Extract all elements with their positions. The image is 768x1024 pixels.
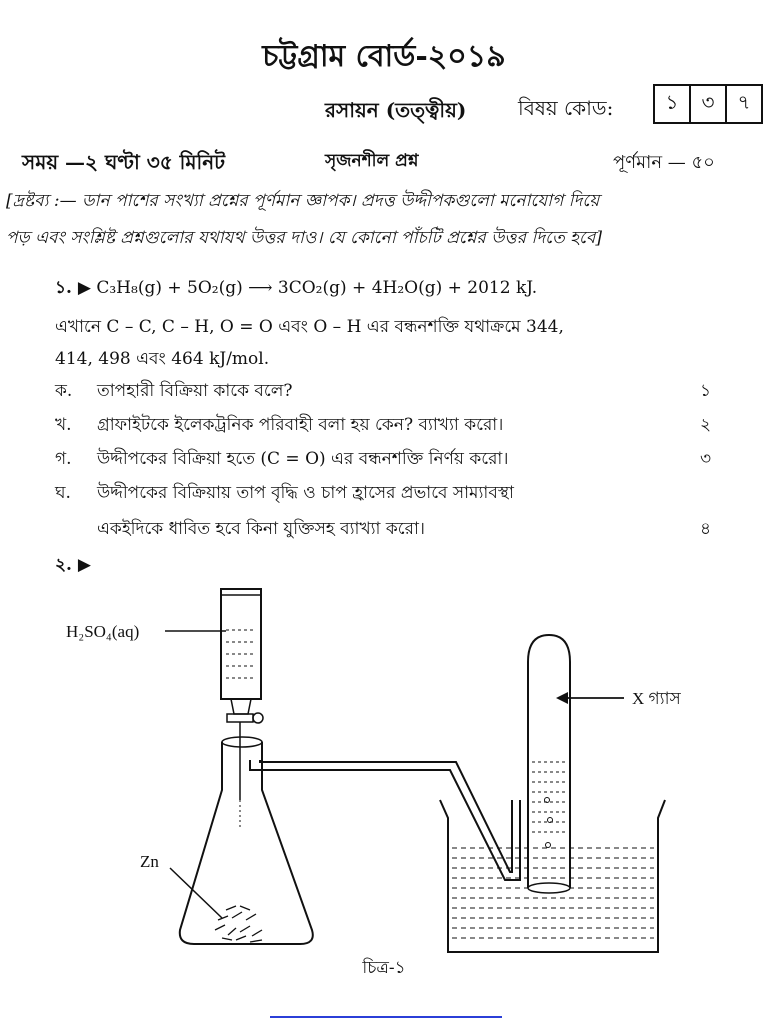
- zinc-label: Zn: [140, 852, 159, 871]
- part-marks: ৪: [700, 519, 712, 539]
- full-marks: পূর্ণমান — ৫০: [613, 152, 715, 173]
- part-marks: ২: [700, 415, 712, 435]
- subject-code-label: বিষয় কোড:: [518, 96, 614, 120]
- bond-energy-line-1: এখানে C – C, C – H, O = O এবং O – H এর বন্ধনশক্তি যথাক্রমে 344,: [55, 317, 564, 337]
- part-label: ঘ.: [55, 483, 71, 503]
- part-marks: ৩: [700, 449, 712, 469]
- question-1-number: ১. ▶: [55, 278, 91, 298]
- part-text: উদ্দীপকের বিক্রিয়া হতে (C = O) এর বন্ধনশক্তি নির্ণয় করো।: [97, 449, 509, 469]
- code-digit: ১: [665, 89, 679, 114]
- instructions-line-2: পড় এবং সংশ্লিষ্ট প্রশ্নগুলোর যথাযথ উত্তর দাও। যে কোনো পাঁচটি প্রশ্নের উত্তর দিতে হবে]: [6, 228, 602, 248]
- exam-time: সময় —২ ঘণ্টা ৩৫ মিনিট: [22, 150, 226, 174]
- part-label: গ.: [55, 449, 72, 469]
- instructions-line-1: [দ্রষ্টব্য :— ডান পাশের সংখ্যা প্রশ্নের পূর্ণমান জ্ঞাপক। প্রদত্ত উদ্দীপকগুলো মনোযোগ দিয়ে: [6, 191, 600, 211]
- exam-board-title: চট্টগ্রাম বোর্ড-২০১৯: [262, 39, 506, 74]
- part-text: গ্রাফাইটকে ইলেকট্রনিক পরিবাহী বলা হয় কেন? ব্যাখ্যা করো।: [97, 415, 504, 435]
- reaction-equation: C₃H₈(g) + 5O₂(g) ⟶ 3CO₂(g) + 4H₂O(g) + 2012 kJ.: [96, 278, 538, 298]
- acid-label: H₂SO₄(aq): [66, 622, 140, 641]
- part-text: উদ্দীপকের বিক্রিয়ায় তাপ বৃদ্ধি ও চাপ হ্রাসের প্রভাবে সাম্যাবস্থা: [97, 483, 514, 503]
- part-label: ক.: [55, 381, 73, 401]
- code-digit: ৭: [725, 86, 761, 122]
- footer-link-underline[interactable]: [270, 1016, 502, 1018]
- part-label: খ.: [55, 415, 72, 435]
- question-type: সৃজনশীল প্রশ্ন: [325, 151, 419, 171]
- figure-caption: চিত্র-১: [362, 958, 406, 978]
- bond-energy-line-2: 414, 498 এবং 464 kJ/mol.: [55, 349, 270, 369]
- subject-name: রসায়ন (তত্ত্বীয়): [325, 98, 467, 122]
- part-text: তাপহারী বিক্রিয়া কাকে বলে?: [97, 381, 293, 401]
- gas-label: X গ্যাস: [632, 689, 681, 708]
- part-text-continued: একইদিকে ধাবিত হবে কিনা যুক্তিসহ ব্যাখ্যা করো।: [97, 519, 425, 539]
- question-2-number: ২. ▶: [55, 555, 91, 575]
- part-marks: ১: [700, 381, 712, 401]
- code-digit: ৩: [689, 86, 725, 122]
